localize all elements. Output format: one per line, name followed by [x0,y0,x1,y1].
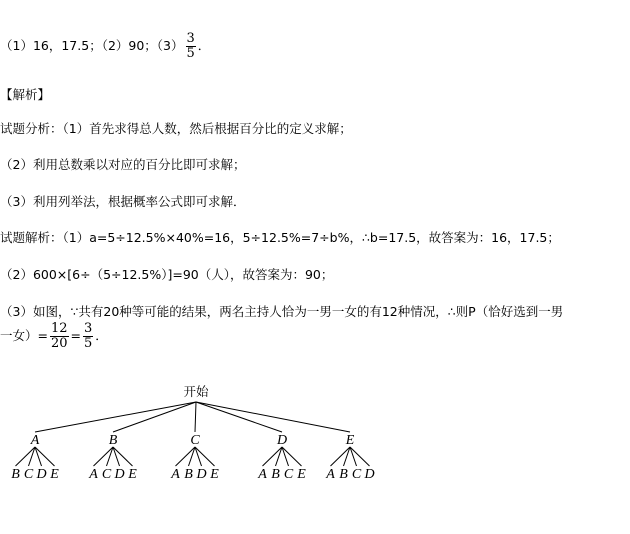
tree-leaf-label: D [114,467,125,482]
analysis-line-2: （2）利用总数乘以对应的百分比即可求解； [0,157,246,172]
fraction-numerator: 12 [50,321,68,336]
probability-fraction-2 [83,322,93,351]
tree-leaf-label: B [184,467,193,482]
tree-edge [196,402,282,432]
tree-branch-label: B [108,433,118,448]
tree-branch-label: C [190,433,200,448]
tree-leaf-label: C [101,467,112,482]
section-heading: 【解析】 [0,87,51,102]
tree-leaf-label: A [89,467,98,482]
tree-leaf-label: C [23,467,34,482]
tree-branch-label: E [345,433,355,448]
solution-line-4 [0,322,108,351]
tree-leaf-label: B [11,467,20,482]
tree-branch-label: A [30,433,40,448]
analysis-line-1: 试题分析：（1）首先求得总人数，然后根据百分比的定义求解； [0,121,352,136]
tree-leaf-label: E [50,467,59,482]
tree-leaf-label: E [128,467,137,482]
tree-edge [196,402,350,432]
solution-line-1: 试题解析：（1）a=5÷12.5%×40%=16，5÷12.5%=7÷b%，∴b=17.5，故答案为：16，17.5； [0,230,560,245]
answer-text: （1）16，17.5；（2）90；（3） [0,38,184,53]
fraction-numerator: 3 [186,31,195,46]
fraction-numerator: 3 [84,321,93,336]
tree-leaf-label: A [171,467,180,482]
tree-branch-label: D [276,433,288,448]
tree-leaf-label: B [339,467,348,482]
probability-tail: ． [95,328,108,343]
probability-fraction-1 [50,322,69,351]
fraction-denominator: 20 [50,336,68,351]
fraction-denominator: 5 [186,46,195,61]
tree-leaf-label: E [297,467,306,482]
tree-edge [195,402,196,432]
tree-leaf-label: A [258,467,267,482]
tree-leaf-label: D [196,467,207,482]
answer-tail: ． [197,38,211,53]
tree-leaf-label: E [210,467,219,482]
answer-fraction [186,32,196,61]
tree-edge [113,402,196,432]
tree-leaf-label: B [271,467,280,482]
tree-leaf-label: D [364,467,375,482]
tree-leaf-label: A [326,467,335,482]
fraction-denominator: 5 [84,336,93,351]
equals-sign: = [70,328,82,343]
solution-line-2: （2）600×[6÷（5÷12.5%）]=90（人），故答案为：90； [0,267,334,282]
tree-leaf-label: C [283,467,294,482]
tree-root-label: 开始 [183,384,209,399]
answer-line [0,32,210,61]
solution-line-3: （3）如图，∵共有20种等可能的结果，两名主持人恰为一男一女的有12种情况，∴则P（恰好选到一男 [0,304,564,319]
tree-labels [11,433,374,482]
tree-edge [35,402,196,432]
probability-prefix: 一女）= [0,328,48,343]
tree-leaf-label: C [351,467,362,482]
tree-diagram [0,378,630,498]
analysis-line-3: （3）利用列举法，根据概率公式即可求解． [0,194,246,209]
tree-leaf-label: D [36,467,47,482]
